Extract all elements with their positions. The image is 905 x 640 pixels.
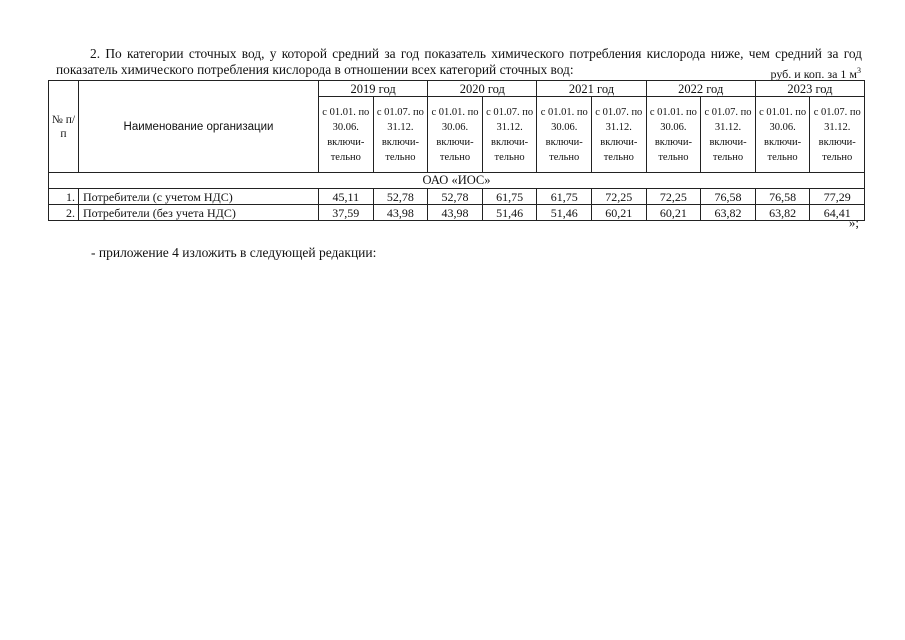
section-title: ОАО «ИОС» (49, 173, 865, 189)
tariff-value: 45,11 (319, 189, 374, 205)
amendment-text: - приложение 4 изложить в следующей редакции: (91, 245, 377, 260)
tariff-value: 52,78 (428, 189, 483, 205)
period-header: с 01.01. по 30.06. включи-тельно (755, 97, 810, 173)
period-header: с 01.07. по 31.12. включи-тельно (810, 97, 865, 173)
organization-column-header: Наименование организации (79, 81, 319, 173)
period-header: с 01.07. по 31.12. включи-тельно (592, 97, 647, 173)
tariff-value: 72,25 (646, 189, 701, 205)
tariff-value: 43,98 (373, 205, 428, 221)
year-header: 2019 год (319, 81, 428, 97)
row-number: 1. (49, 189, 79, 205)
period-header: с 01.07. по 31.12. включи-тельно (373, 97, 428, 173)
row-name: Потребители (с учетом НДС) (79, 189, 319, 205)
year-header: 2020 год (428, 81, 537, 97)
period-header: с 01.07. по 31.12. включи-тельно (701, 97, 756, 173)
unit-superscript: 3 (857, 66, 861, 75)
tariff-value: 60,21 (646, 205, 701, 221)
tariff-value: 61,75 (482, 189, 537, 205)
tariff-value: 63,82 (701, 205, 756, 221)
period-header: с 01.07. по 31.12. включи-тельно (482, 97, 537, 173)
tariff-value: 52,78 (373, 189, 428, 205)
tariff-value: 61,75 (537, 189, 592, 205)
tariff-value: 60,21 (592, 205, 647, 221)
tariff-value: 63,82 (755, 205, 810, 221)
year-header: 2022 год (646, 81, 755, 97)
period-header: с 01.01. по 30.06. включи-тельно (319, 97, 374, 173)
year-header: 2023 год (755, 81, 864, 97)
tariff-value: 51,46 (482, 205, 537, 221)
period-header: с 01.01. по 30.06. включи-тельно (537, 97, 592, 173)
tariff-value: 37,59 (319, 205, 374, 221)
tariff-value: 72,25 (592, 189, 647, 205)
year-header: 2021 год (537, 81, 646, 97)
table-row (49, 205, 865, 221)
row-number: 2. (49, 205, 79, 221)
tariff-value: 76,58 (701, 189, 756, 205)
period-header: с 01.01. по 30.06. включи-тельно (646, 97, 701, 173)
tariff-value: 64,41 (810, 205, 865, 221)
paragraph-text: 2. По категории сточных вод, у которой средний за год показатель химического потребления кислорода ниже, чем средний за год показатель химического потребления кислорода в отношении всех категорий сточных вод: (56, 46, 862, 78)
unit-text: руб. и коп. за 1 м (770, 67, 857, 81)
table-row (49, 189, 865, 205)
year-header-row (49, 81, 865, 97)
number-column-header: № п/п (49, 81, 79, 173)
tariff-value: 77,29 (810, 189, 865, 205)
section-row (49, 173, 865, 189)
tariff-value: 43,98 (428, 205, 483, 221)
tariff-value: 51,46 (537, 205, 592, 221)
tariff-value: 76,58 (755, 189, 810, 205)
tariff-table (48, 80, 865, 221)
row-name: Потребители (без учета НДС) (79, 205, 319, 221)
closing-quote: »; (848, 215, 859, 230)
period-header: с 01.01. по 30.06. включи-тельно (428, 97, 483, 173)
